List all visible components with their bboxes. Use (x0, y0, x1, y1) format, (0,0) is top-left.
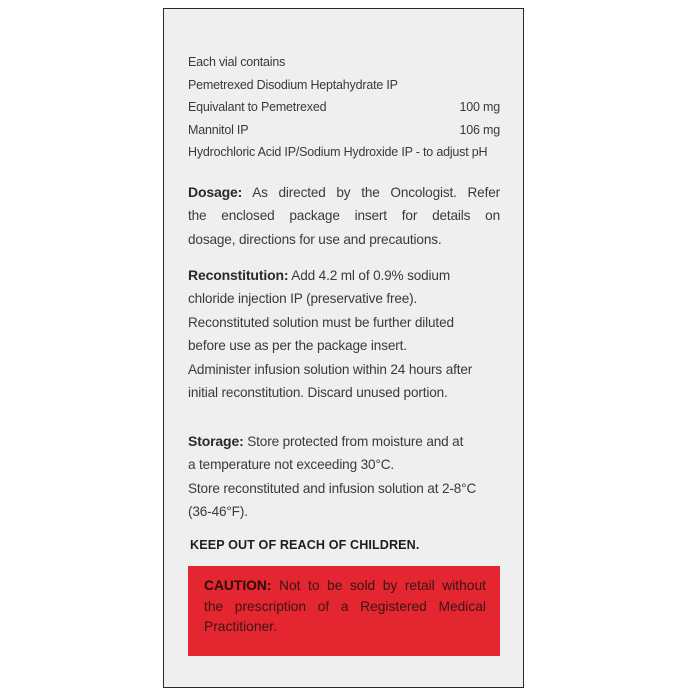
storage-heading: Storage: (188, 433, 244, 449)
caution-line-2: the prescription of a Registered Medical (204, 598, 486, 614)
mannitol-qty: 106 mg (459, 122, 500, 137)
storage-line-2: a temperature not exceeding 30°C. (188, 457, 395, 473)
composition-block (188, 51, 502, 164)
reconstitution-line-6: initial reconstitution. Discard unused portion. (188, 385, 448, 401)
caution-box (188, 566, 500, 656)
keep-away-warning: KEEP OUT OF REACH OF CHILDREN. (190, 538, 420, 552)
reconstitution-heading: Reconstitution: (188, 267, 289, 283)
reconstitution-line-3: Reconstituted solution must be further diluted (188, 314, 454, 330)
reconstitution-line-1: Add 4.2 ml of 0.9% sodium (291, 268, 451, 283)
reconstitution-line-2: chloride injection IP (preservative free). (188, 291, 418, 307)
caution-line-3: Practitioner. (204, 619, 277, 634)
composition-equivalent-row (188, 96, 502, 119)
composition-mannitol-row (188, 119, 502, 142)
dosage-heading: Dosage: (188, 184, 243, 200)
equivalent-label: Equivalant to Pemetrexed (188, 100, 327, 114)
dosage-line-1: As directed by the Oncologist. Refer (252, 185, 500, 200)
mannitol-label: Mannitol IP (188, 122, 249, 137)
dosage-section (188, 181, 500, 251)
caution-line-1: Not to be sold by retail without (278, 578, 486, 593)
dosage-line-3: dosage, directions for use and precautions. (188, 231, 442, 247)
caution-heading: CAUTION: (204, 578, 272, 593)
storage-line-1: Store protected from moisture and at (247, 434, 464, 449)
composition-ingredient: Pemetrexed Disodium Heptahydrate IP (188, 77, 398, 92)
composition-intro: Each vial contains (188, 55, 286, 69)
storage-section (188, 430, 500, 524)
storage-line-4: (36-46°F). (188, 504, 248, 520)
reconstitution-section (188, 264, 500, 404)
dosage-line-2: the enclosed package insert for details on (188, 208, 500, 224)
product-label (163, 8, 524, 688)
reconstitution-line-5: Administer infusion solution within 24 hours after (188, 361, 473, 377)
equivalent-qty: 100 mg (459, 100, 500, 114)
composition-ph-note: Hydrochloric Acid IP/Sodium Hydroxide IP - to adjust pH (188, 145, 488, 159)
storage-line-3: Store reconstituted and infusion solution at 2-8°C (188, 480, 477, 496)
reconstitution-line-4: before use as per the package insert. (188, 338, 407, 354)
